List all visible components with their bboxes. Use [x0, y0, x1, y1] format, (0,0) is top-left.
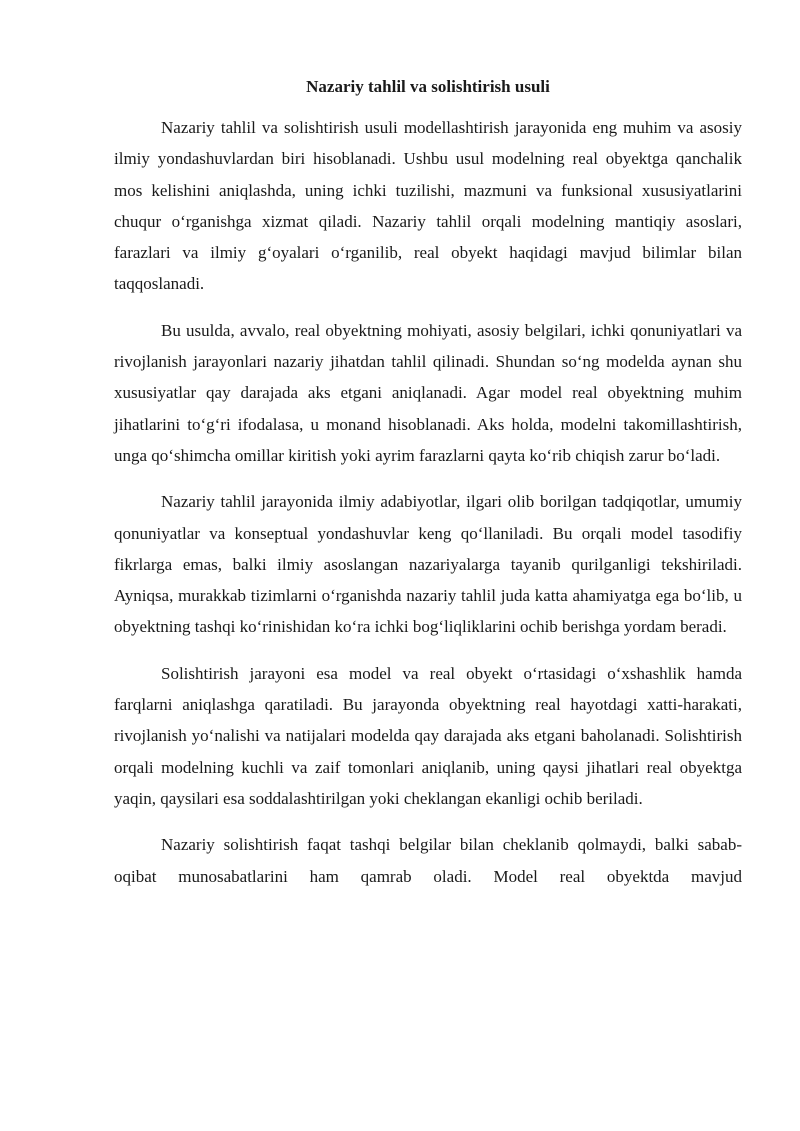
document-title: Nazariy tahlil va solishtirish usuli	[306, 77, 550, 96]
paragraph-4: Solishtirish jarayoni esa model va real obyekt o‘rtasidagi o‘xshashlik hamda farqlarni aniqlashga qaratiladi. Bu jarayonda obyektning real hayotdagi xatti-harakati, rivojlanish yo‘nalishi va natijalari modelda qay darajada aks etgani baholanadi. Solishtirish orqali modelning kuchli va zaif tomonlari aniqlanib, uning qaysi jihatlari real obyektga yaqin, qaysilari esa soddalashtirilgan yoki cheklangan ekanligi ochib beriladi.	[114, 663, 742, 808]
paragraph-5: Nazariy solishtirish faqat tashqi belgilar bilan cheklanib qolmaydi, balki sabab-oqibat munosabatlarini ham qamrab oladi. Model real obyektda mavjud	[114, 835, 742, 886]
document-page	[114, 76, 742, 907]
paragraph-3: Nazariy tahlil jarayonida ilmiy adabiyotlar, ilgari olib borilgan tadqiqotlar, umumiy qonuniyatlar va konseptual yondashuvlar keng qo‘llaniladi. Bu orqali model tasodifiy fikrlarga emas, balki ilmiy asoslangan nazariyalarga tayanib qurilganligi tekshiriladi. Ayniqsa, murakkab tizimlarni o‘rganishda nazariy tahlil juda katta ahamiyatga ega bo‘lib, u obyektning tashqi ko‘rinishidan ko‘ra ichki bog‘liqliklarini ochib berishga yordam beradi.	[114, 492, 742, 637]
paragraph-1: Nazariy tahlil va solishtirish usuli modellashtirish jarayonida eng muhim va asosiy ilmiy yondashuvlardan biri hisoblanadi. Ushbu usul modelning real obyektga qanchalik mos kelishini aniqlashda, uning ichki tuzilishi, mazmuni va funksional xususiyatlarini chuqur o‘rganishga xizmat qiladi. Nazariy tahlil orqali modelning mantiqiy asoslari, farazlari va ilmiy g‘oyalari o‘rganilib, real obyekt haqidagi mavjud bilimlar bilan taqqoslanadi.	[114, 118, 742, 294]
paragraph-2: Bu usulda, avvalo, real obyektning mohiyati, asosiy belgilari, ichki qonuniyatlari va rivojlanish jarayonlari nazariy jihatdan tahlil qilinadi. Shundan so‘ng modelda aynan shu xususiyatlar qay darajada aks etgani aniqlanadi. Agar model real obyektning muhim jihatlarini to‘g‘ri ifodalasa, u monand hisoblanadi. Aks holda, modelni takomillashtirish, unga qo‘shimcha omillar kiritish yoki ayrim farazlarni qayta ko‘rib chiqish zarur bo‘ladi.	[114, 320, 742, 465]
